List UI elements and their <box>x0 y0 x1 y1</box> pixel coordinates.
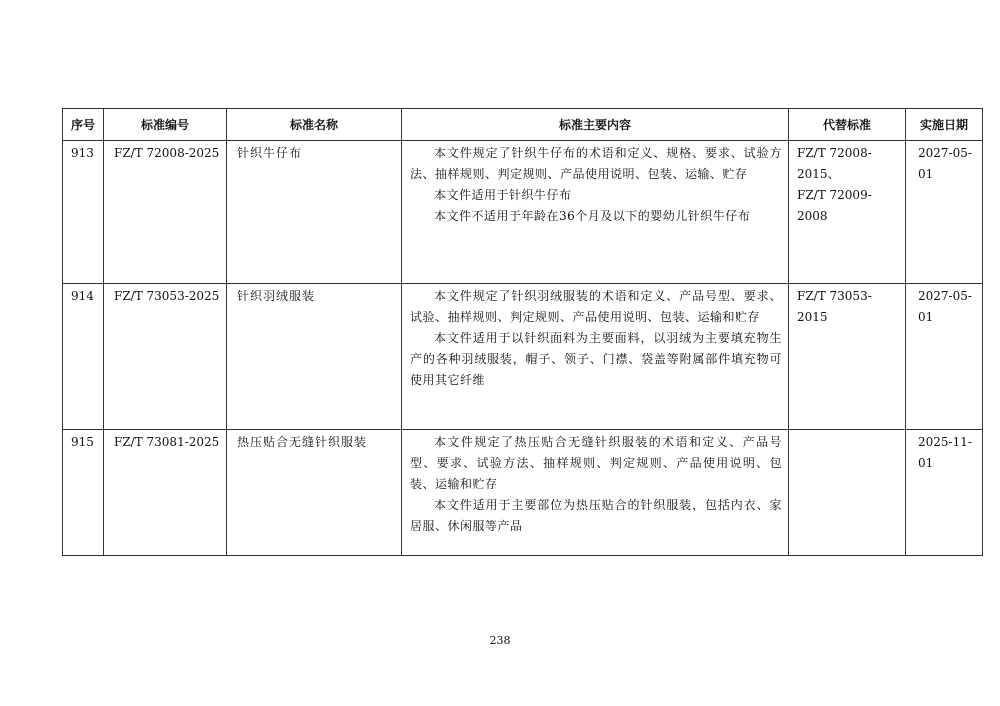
header-num: 序号 <box>63 109 104 141</box>
row-code-cell <box>104 141 227 284</box>
content-paragraph: 本文件规定了针织羽绒服装的术语和定义、产品号型、要求、试验、抽样规则、判定规则、产品使用说明、包装、运输和贮存 <box>410 289 782 324</box>
row-content-cell <box>402 141 789 284</box>
standard-content <box>402 284 788 391</box>
standard-name: 针织牛仔布 <box>237 146 303 160</box>
page-number: 238 <box>489 634 511 647</box>
content-paragraph: 本文件适用于主要部位为热压贴合的针织服装，包括内衣、家居服、休闲服等产品 <box>410 498 782 533</box>
replaced-standards <box>789 430 905 432</box>
table-header-row <box>63 109 983 141</box>
content-paragraph: 本文件规定了针织牛仔布的术语和定义、规格、要求、试验方法、抽样规则、判定规则、产品使用说明、包装、运输、贮存 <box>410 146 782 181</box>
standard-content <box>402 141 788 227</box>
row-num-cell <box>63 430 104 556</box>
standard-code: FZ/T 72008-2025 <box>114 146 220 160</box>
replaced-standards <box>789 284 905 328</box>
row-name-cell <box>227 284 402 430</box>
content-paragraph: 本文件规定了热压贴合无缝针织服装的术语和定义、产品号型、要求、试验方法、抽样规则、判定规则、产品使用说明、包装、运输和贮存 <box>410 435 782 491</box>
content-paragraph: 本文件适用于针织牛仔布 <box>434 188 572 202</box>
standard-name: 热压贴合无缝针织服装 <box>237 435 368 449</box>
effective-date: 2027-05-01 <box>918 289 972 324</box>
row-name-cell <box>227 430 402 556</box>
standard-name: 针织羽绒服装 <box>237 289 316 303</box>
standards-table <box>62 108 983 556</box>
row-replace-cell <box>789 141 906 284</box>
row-content-cell <box>402 284 789 430</box>
row-name-cell <box>227 141 402 284</box>
content-paragraph: 本文件不适用于年龄在36个月及以下的婴幼儿针织牛仔布 <box>434 209 751 223</box>
header-code: 标准编号 <box>104 109 227 141</box>
row-replace-cell <box>789 284 906 430</box>
header-content: 标准主要内容 <box>402 109 789 141</box>
row-date-cell <box>906 284 983 430</box>
row-replace-cell <box>789 430 906 556</box>
row-date-cell <box>906 141 983 284</box>
row-num: 913 <box>71 146 94 160</box>
standard-code: FZ/T 73081-2025 <box>114 435 220 449</box>
row-num: 915 <box>71 435 94 449</box>
row-content-cell <box>402 430 789 556</box>
replaced-standards <box>789 141 905 227</box>
effective-date: 2027-05-01 <box>918 146 972 181</box>
replaced-standard: FZ/T 73053-2015 <box>797 289 872 324</box>
replaced-standard: FZ/T 72009-2008 <box>797 188 872 223</box>
replaced-standard: FZ/T 72008-2015、 <box>797 146 872 181</box>
standard-content <box>402 430 788 537</box>
row-num-cell <box>63 141 104 284</box>
row-num: 914 <box>71 289 94 303</box>
table-row <box>63 141 983 284</box>
header-date: 实施日期 <box>906 109 983 141</box>
content-paragraph: 本文件适用于以针织面料为主要面料，以羽绒为主要填充物生产的各种羽绒服装，帽子、领子、门襟、袋盖等附属部件填充物可使用其它纤维 <box>410 331 782 387</box>
header-name: 标准名称 <box>227 109 402 141</box>
header-replace: 代替标准 <box>789 109 906 141</box>
standard-code: FZ/T 73053-2025 <box>114 289 220 303</box>
row-code-cell <box>104 284 227 430</box>
table-row <box>63 284 983 430</box>
row-date-cell <box>906 430 983 556</box>
row-num-cell <box>63 284 104 430</box>
row-code-cell <box>104 430 227 556</box>
effective-date: 2025-11-01 <box>918 435 972 470</box>
table-row <box>63 430 983 556</box>
